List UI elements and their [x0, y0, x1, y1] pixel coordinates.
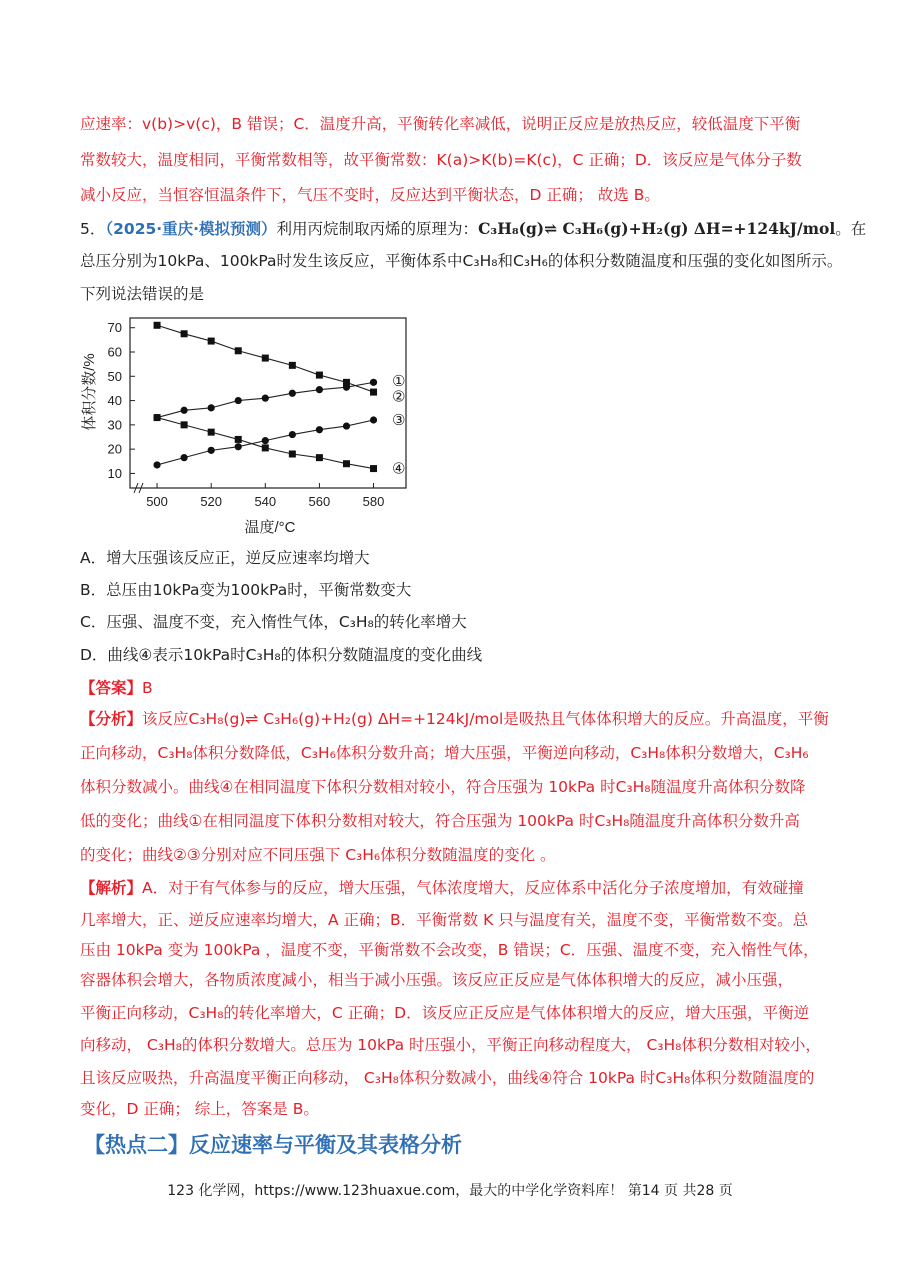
y-tick-label: 10 — [107, 465, 122, 481]
x-tick-label: 500 — [146, 494, 168, 509]
y-tick-label: 60 — [107, 344, 122, 360]
option-c: C．压强、温度不变，充入惰性气体，C₃H₈的转化率增大 — [80, 613, 467, 631]
series-lower-circle-point — [208, 447, 215, 454]
prev-answer-line-1: 应速率：v(b)>v(c)，B 错误；C．温度升高，平衡转化率减低，说明正反应是放热反应，较低温度下平衡 — [80, 115, 801, 133]
series-3-point — [181, 407, 188, 414]
question-line-2: 总压分别为10kPa、100kPa时发生该反应，平衡体系中C₃H₈和C₃H₆的体积分数随温度和压强的变化如图所示。 — [80, 252, 843, 270]
series-4-point — [208, 429, 215, 436]
series-lower-circle-point — [235, 443, 242, 450]
question-line-1 — [80, 219, 866, 239]
question-source: （2025·重庆·模拟预测） — [105, 220, 277, 238]
explanation-line-6: 向移动， C₃H₈的体积分数增大。总压为 10kPa 时压强小，平衡正向移动程度大， C₃H₈体积分数相对较小， — [80, 1036, 821, 1054]
section-heading: 【热点二】反应速率与平衡及其表格分析 — [84, 1133, 462, 1157]
y-tick-label: 40 — [107, 393, 122, 409]
chart-series-labels — [392, 373, 405, 477]
y-axis-label: 体积分数/% — [81, 353, 98, 431]
answer-value: B — [142, 679, 153, 697]
series-3-point — [208, 404, 215, 411]
page-footer: 123 化学网，https://www.123huaxue.com，最大的中学化学资料库！ 第14 页 共28 页 — [167, 1183, 733, 1199]
question-intro: 利用丙烷制取丙烯的原理为： — [276, 220, 479, 238]
series-label-3: ③ — [392, 412, 406, 429]
answer-label: 【答案】 — [80, 679, 143, 697]
series-3-point — [289, 390, 296, 397]
analysis-line-4: 低的变化；曲线①在相同温度下体积分数相对较大，符合压强为 100kPa 时C₃H₈随温度升高体积分数升高 — [80, 812, 800, 830]
series-3-point — [343, 384, 350, 391]
option-a: A．增大压强该反应正，逆反应速率均增大 — [80, 549, 370, 567]
series-2-point — [235, 347, 242, 354]
series-2-point — [370, 389, 377, 396]
series-2-point — [289, 362, 296, 369]
series-lower-circle-point — [262, 437, 269, 444]
explanation-line-4: 容器体积会增大，各物质浓度减小，相当于减小压强。该反应正反应是气体体积增大的反应，减小压强， — [80, 971, 794, 989]
series-lower-circle-point — [316, 426, 323, 433]
analysis-line-1 — [80, 709, 829, 729]
analysis-line-2: 正向移动，C₃H₈体积分数降低，C₃H₆体积分数升高；增大压强，平衡逆向移动，C₃H₈体积分数增大，C₃H₆ — [80, 744, 809, 762]
chart-markers — [153, 322, 377, 472]
series-lower-circle-point — [181, 454, 188, 461]
series-2-point — [181, 330, 188, 337]
answer-line — [80, 678, 153, 698]
series-lower-circle-point — [370, 416, 377, 423]
series-2-point — [208, 338, 215, 345]
explanation-line-8: 变化，D 正确； 综上，答案是 B。 — [80, 1100, 319, 1118]
y-tick-label: 20 — [107, 441, 122, 457]
explanation-line-5: 平衡正向移动，C₃H₈的转化率增大，C 正确；D．该反应正反应是气体体积增大的反应，增大压强，平衡逆 — [80, 1004, 810, 1022]
series-4-point — [289, 451, 296, 458]
series-4-point — [181, 421, 188, 428]
x-tick-label: 540 — [254, 494, 277, 509]
series-4-point — [235, 436, 242, 443]
analysis-line-5: 的变化；曲线②③分别对应不同压强下 C₃H₆体积分数随温度的变化 。 — [80, 846, 556, 864]
series-label-1: ① — [392, 373, 406, 391]
series-lower-circle-point — [153, 461, 160, 468]
series-2-point — [316, 372, 323, 379]
series-2-point — [262, 355, 269, 362]
option-d: D．曲线④表示10kPa时C₃H₈的体积分数随温度的变化曲线 — [80, 646, 483, 664]
series-4-point — [343, 460, 350, 467]
series-4-point — [316, 454, 323, 461]
y-tick-label: 50 — [107, 368, 122, 384]
analysis-label: 【分析】 — [80, 710, 143, 728]
series-4-point — [262, 444, 269, 451]
explanation-line-7: 且该反应吸热，升高温度平衡正向移动， C₃H₈体积分数减小，曲线④符合 10kPa 时C₃H₈体积分数随温度的 — [80, 1069, 815, 1087]
question-line-1-end: 。在 — [835, 220, 867, 238]
x-tick-label: 580 — [362, 494, 385, 509]
prev-answer-line-2: 常数较大，温度相同，平衡常数相等，故平衡常数：K(a)>K(b)=K(c)，C 正确；D．该反应是气体分子数 — [80, 151, 802, 169]
series-label-4: ④ — [392, 460, 406, 478]
x-tick-label: 560 — [308, 494, 331, 509]
series-3-point — [262, 395, 269, 402]
chart-ticks — [108, 320, 385, 509]
reaction-equation: C₃H₈(g)⇌ C₃H₆(g)+H₂(g) ΔH=+124kJ/mol — [478, 219, 836, 238]
series-4-point — [154, 414, 161, 421]
series-3-point — [316, 386, 323, 393]
series-lower-circle-point — [289, 431, 296, 438]
question-line-3: 下列说法错误的是 — [80, 285, 205, 303]
explanation-line-1 — [80, 878, 804, 898]
series-4-point — [370, 465, 377, 472]
explanation-line-3: 压由 10kPa 变为 100kPa ，温度不变，平衡常数不会改变，B 错误；C．压强、温度不变，充入惰性气体， — [80, 941, 819, 959]
series-3-point — [370, 379, 377, 386]
explanation-line-2: 几率增大，正、逆反应速率均增大，A 正确；B．平衡常数 K 只与温度有关，温度不变，平衡常数不变。总 — [80, 911, 809, 929]
volume-fraction-chart — [80, 304, 420, 536]
y-tick-label: 30 — [107, 417, 122, 433]
y-tick-label: 70 — [107, 320, 122, 336]
analysis-text-1: 该反应C₃H₈(g)⇌ C₃H₆(g)+H₂(g) ΔH=+124kJ/mol是吸热且气体体积增大的反应。升高温度，平衡 — [142, 710, 829, 728]
explanation-text-1: A．对于有气体参与的反应，增大压强，气体浓度增大，反应体系中活化分子浓度增加，有效碰撞 — [142, 879, 804, 897]
analysis-line-3: 体积分数减小。曲线④在相同温度下体积分数相对较小，符合压强为 10kPa 时C₃H₈随温度升高体积分数降 — [80, 778, 806, 796]
question-number: 5． — [80, 220, 106, 238]
x-axis-label: 温度/°C — [244, 519, 296, 536]
plot-frame — [130, 318, 406, 488]
x-tick-label: 520 — [200, 494, 223, 509]
option-b: B．总压由10kPa变为100kPa时，平衡常数变大 — [80, 581, 412, 599]
series-label-2: ② — [392, 388, 406, 406]
series-2-point — [154, 322, 161, 329]
explanation-label: 【解析】 — [80, 879, 143, 897]
series-3-point — [235, 397, 242, 404]
prev-answer-line-3: 减小反应，当恒容恒温条件下，气压不变时，反应达到平衡状态，D 正确； 故选 B。 — [80, 186, 660, 204]
series-lower-circle-point — [343, 422, 350, 429]
